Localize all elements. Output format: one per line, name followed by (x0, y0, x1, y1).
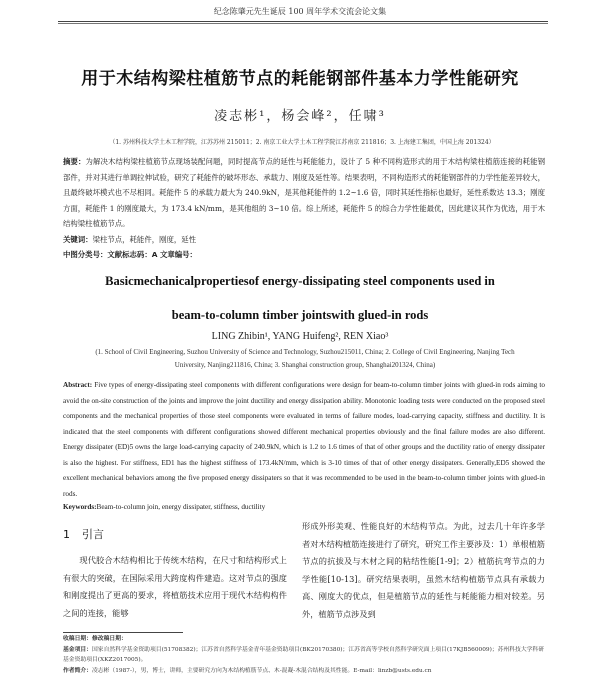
keywords-cn-text: 梁柱节点，耗能件，刚度，延性 (92, 234, 197, 244)
abstract-chinese (63, 154, 545, 263)
keywords-english (63, 503, 545, 511)
abstract-en-label: Abstract: (63, 381, 93, 389)
title-chinese: 用于木结构梁柱植筋节点的耗能钢部件基本力学性能研究 (81, 69, 519, 89)
keywords-cn-label: 关键词： (63, 234, 93, 244)
abstract-cn-label: 摘要： (63, 157, 86, 166)
author-bio-label: 作者简介： (63, 667, 92, 674)
fund-label: 基金项目： (63, 646, 92, 653)
keywords-en-label: Keywords: (63, 503, 97, 511)
section-title: 引言 (82, 528, 104, 541)
body-column-left (63, 526, 287, 622)
affiliations-chinese: （1. 苏州科技大学土木工程学院，江苏苏州 215011；2. 南京工业大学土木工程学院江苏南京 211816；3. 上海建工集团，中国上海 201324） (109, 139, 495, 146)
author-bio-text: 凌志彬（1987-），男，博士，讲师，主要研究方向为木结构植筋节点、木-混凝-木混合结构及其性能。E-mail：linzb@usts.edu.cn (92, 667, 432, 674)
footnotes (63, 634, 545, 676)
abstract-cn-text: 为解决木结构梁柱植筋节点现场装配问题，同时提高节点的延性与耗能能力，设计了 5 种不同构造形式的用于木结构梁柱植筋连接的耗能钢部件，并对其进行单调拉伸试验，研究了耗能件的破坏形态、承载力、刚度及延性等。结果表明，不同构造形式的耗能钢部件的力学性能差异较大，且最终破坏模式也不尽相同。耗能件 5 的承载力最大为 240.9kN，是其他耗能件的 1.2~1.6 倍，同时其延性指标也最好，延性系数达 13.3；刚度方面，耗能件 1 的刚度最大，为 173.4 kN/mm，是其他组的 3~10 倍。综上所述，耗能件 5 的综合力学性能最优，因此建议其作为优选，用于木结构梁柱植筋节点。 (63, 157, 545, 228)
affiliations-english: (1. School of Civil Engineering, Suzhou University of Science and Technology, Suzhou215011, China; 2. College of Civil Engineering, Nanjing Tech University, Nanjing211816, China; 3. Shanghai construction group, Shanghai201324, China) (95, 348, 515, 369)
fund-text: 国家自然科学基金资助项目(51708382)；江苏省自然科学基金青年基金资助项目(BK20170380)；江苏省高等学校自然科学研究面上项目(17KJB560009)；苏州科技大学科研基金资助项目(XKZ2017005)。 (63, 646, 545, 663)
body-column-right (302, 518, 545, 624)
classification-value: 文献标志码：A 文章编号： (107, 250, 197, 259)
title-english (50, 264, 550, 332)
intro-paragraph-left: 现代胶合木结构相比于传统木结构，在尺寸和结构形式上有很大的突破，在国际采用大跨度构件建造。这对节点的强度和刚度提出了更高的要求，将植筋技术应用于现代木结构构件之间的连接，能够 (63, 555, 287, 618)
section-number: 1 (63, 528, 70, 541)
received-label: 收稿日期： (63, 636, 92, 642)
authors-english: LING Zhibin¹, YANG Huifeng², REN Xiao³ (211, 331, 389, 342)
title-en-line2: beam-to-column timber jointswith glued-in rods (171, 308, 429, 322)
intro-paragraph-right: 形成外形美观、性能良好的木结构节点。为此，过去几十年许多学者对木结构植筋连接进行了研究，研究工作主要涉及：1）单根植筋节点的抗拔及与木材之间的粘结性能[1-9]；2）植筋抗弯节点的力学性能[10-13]。研究结果表明，虽然木结构植筋节点具有承载力高、刚度大的优点，但是植筋节点的延性与耗能能力相对较差。另外，植筋节点涉及到 (302, 521, 545, 619)
authors-chinese: 凌志彬¹，杨会峰²，任啸³ (214, 109, 386, 124)
header-rule-thin (58, 23, 548, 24)
header-rule (58, 21, 548, 22)
title-en-line1: Basicmechanicalpropertiesof energy-dissipating steel components used in (105, 274, 495, 288)
running-header: 纪念陈肇元先生诞辰 100 周年学术交流会论文集 (213, 7, 387, 16)
abstract-en-text: Five types of energy-dissipating steel components with different configurations were design for beam-to-column timber joints with glued-in rods aiming to avoid the on-site construction of the joints and improve the joint ductility and energy dissipation ability. Monotonic loading tests were conducted on the proposed steel components and the mechanical properties of those steel components were evaluated in terms of failure modes, load-carrying capacity, stiffness and ductility. It is indicated that the steel components with different configurations showed different mechanical properties obviously and the final failure modes are also different. Energy dissipater (ED)5 owns the large load-carrying capacity of 240.9kN, which is 1.2 to 1.6 times of that of other groups and the ductility ratio of energy dissipater is also the highest. For stiffness, ED1 has the highest stiffness of 173.4kN/mm, which is 3-10 times of that of other energy dissipaters. Generally,ED5 showed the excellent mechanical behaviors among the five proposed energy dissipaters so that it was recommended to be used in the beam-to-column timber joints with glued-in rods. (63, 381, 545, 498)
revised-label: 修改稿日期： (92, 636, 127, 642)
abstract-english (63, 378, 545, 502)
keywords-en-text: Beam-to-column join, energy dissipater, stiffness, ductility (96, 503, 266, 511)
classification-label: 中图分类号： (63, 250, 108, 259)
section-heading (63, 526, 287, 542)
footnote-rule (63, 632, 183, 633)
